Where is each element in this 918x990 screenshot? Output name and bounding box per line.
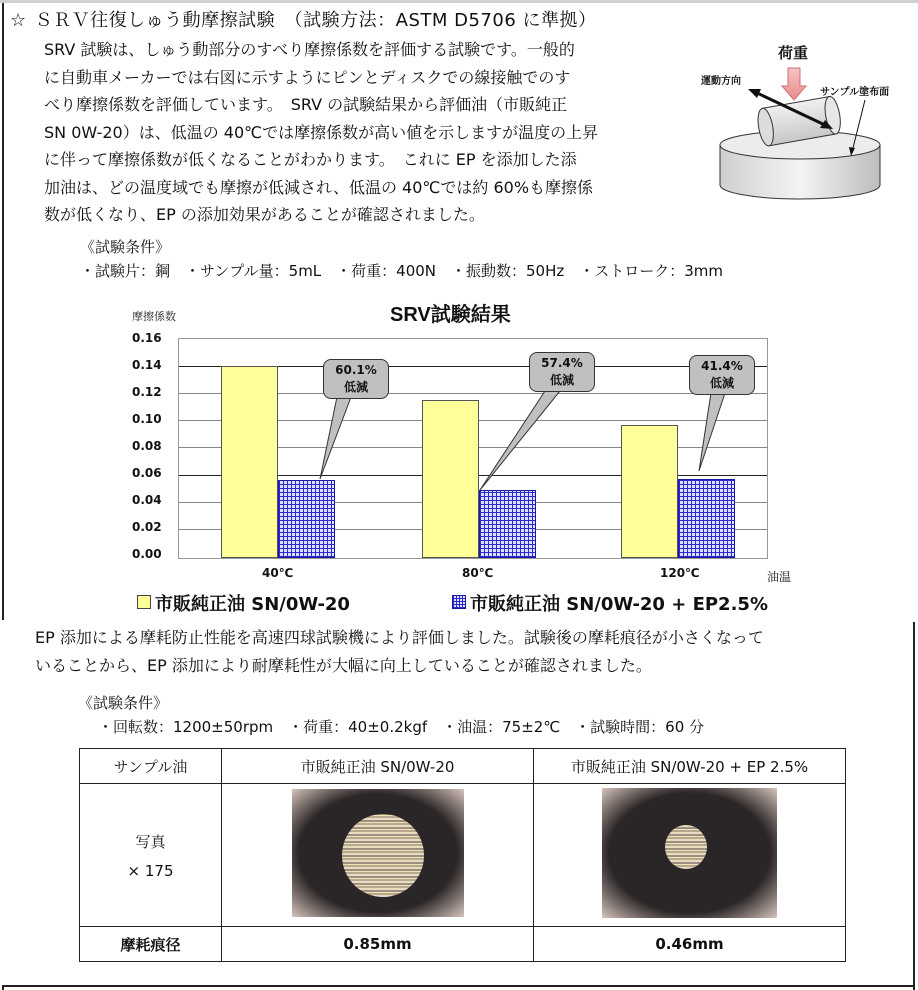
table-footer-row: [80, 927, 846, 962]
conditions-list-2: ・回転数：1200±50rpm ・荷重：40±0.2kgf ・油温：75±2℃ ・試験時間：60 分: [98, 718, 705, 736]
y-tick: 0.10: [132, 412, 162, 426]
wear-scar-photo-base: [292, 789, 464, 917]
next-section-box: [2, 985, 915, 990]
table-header-row: [80, 749, 846, 784]
photo-cell-ep: [534, 784, 846, 927]
paragraph-line: 数が低くなり、EP の添加効果があることが確認されました。: [44, 205, 485, 224]
conditions-list: ・試験片：鋼 ・サンプル量：5mL ・荷重：400N ・振動数：50Hz ・ストローク：3mm: [80, 262, 724, 280]
callout-percent: 60.1%: [335, 363, 377, 377]
conditions-heading-2: 《試験条件》: [78, 694, 169, 712]
y-tick: 0.06: [132, 466, 162, 480]
paragraph-line: 加油は、どの温度域でも摩擦が低減され、低温の 40℃では約 60%も摩擦係: [44, 177, 594, 197]
paragraph-line: EP 添加による摩耗防止性能を高速四球試験機により評価しました。試験後の摩耗痕径が小さくなって: [35, 628, 764, 647]
header-ep-oil: 市販純正油 SN/0W-20 + EP 2.5%: [534, 749, 846, 784]
legend-item-ep: [452, 590, 768, 616]
magnification-label: × 175: [127, 861, 174, 880]
srv-description: [44, 36, 684, 229]
legend-item-base: [137, 590, 350, 616]
wear-diameter-base: 0.85mm: [222, 927, 534, 962]
y-axis-label: 摩擦係数: [132, 310, 176, 323]
y-tick: 0.08: [132, 439, 162, 453]
y-tick: 0.00: [132, 547, 162, 561]
paragraph-line: に伴って摩擦係数が低くなることがわかります。 これに EP を添加した添: [44, 150, 577, 169]
x-tick-120c: 120℃: [660, 566, 700, 580]
x-tick-40c: 40℃: [262, 566, 294, 580]
paragraph-line: べり摩擦係数を評価しています。 SRV の試験結果から評価油（市販純正: [44, 95, 568, 114]
top-rule: [0, 0, 918, 3]
wear-diameter-ep: 0.46mm: [534, 927, 846, 962]
y-tick: 0.14: [132, 358, 162, 372]
sample-surface-label: サンプル塗布面: [820, 87, 890, 98]
callout-text: 低減: [709, 376, 734, 390]
paragraph-line: いることから、EP 添加により耐摩耗性が大幅に向上していることが確認されました。: [35, 655, 652, 675]
section-title: [10, 6, 597, 32]
photo-vignette: [602, 788, 777, 918]
wear-scar-photo-ep: [602, 788, 777, 918]
paragraph-line: SN 0W-20）は、低温の 40℃では摩擦係数が高い値を示しますが温度の上昇: [44, 122, 599, 142]
reduction-callout-80c: [529, 352, 595, 392]
x-tick-80c: 80℃: [462, 566, 494, 580]
paragraph-line: SRV 試験は、しゅう動部分のすべり摩擦係数を評価する試験です。一般的: [44, 40, 575, 59]
left-rule: [2, 3, 4, 620]
photo-cell-base: [222, 784, 534, 927]
right-rule: [913, 622, 915, 990]
callout-text: 低減: [343, 380, 368, 394]
callout-pointers: [179, 339, 767, 558]
plot-area: [178, 338, 768, 559]
y-tick: 0.16: [132, 331, 162, 345]
legend-label: 市販純正油 SN/0W-20: [155, 594, 350, 615]
y-tick: 0.12: [132, 385, 162, 399]
legend-swatch-yellow: [137, 595, 151, 609]
photo-label: 写真: [135, 832, 166, 851]
header-base-oil: 市販純正油 SN/0W-20: [222, 749, 534, 784]
conditions-heading: 《試験条件》: [80, 238, 171, 256]
motion-direction-label: 運動方向: [701, 76, 741, 87]
paragraph-line: に自動車メーカーでは右図に示すようにピンとディスクでの線接触でのす: [44, 67, 571, 87]
reduction-callout-40c: [323, 359, 389, 399]
callout-percent: 41.4%: [701, 359, 743, 373]
header-sample-oil: サンプル油: [80, 749, 222, 784]
y-tick: 0.02: [132, 520, 162, 534]
callout-percent: 57.4%: [541, 356, 583, 370]
legend-swatch-blue-grid: [452, 595, 466, 609]
pin-on-disc-illustration: [715, 40, 915, 200]
table-photo-row: [80, 784, 846, 927]
x-axis-label: 油温: [767, 570, 792, 584]
photo-label-cell: [80, 784, 222, 927]
star-icon: ☆: [10, 10, 27, 31]
photo-vignette: [292, 789, 464, 917]
callout-text: 低減: [549, 373, 574, 387]
load-label: 荷重: [778, 44, 809, 62]
srv-test-diagram: [701, 40, 915, 200]
four-ball-description: [35, 624, 905, 679]
wear-scar-table: [79, 748, 846, 962]
wear-diameter-label: 摩耗痕径: [80, 927, 222, 962]
chart-title: SRV試験結果: [390, 304, 511, 326]
reduction-callout-120c: [689, 355, 755, 395]
section-title-text: ＳＲＶ往復しゅう動摩擦試験 （試験方法：ASTM D5706 に準拠）: [34, 10, 597, 31]
y-tick: 0.04: [132, 493, 162, 507]
legend-label: 市販純正油 SN/0W-20 + EP2.5%: [470, 594, 768, 615]
